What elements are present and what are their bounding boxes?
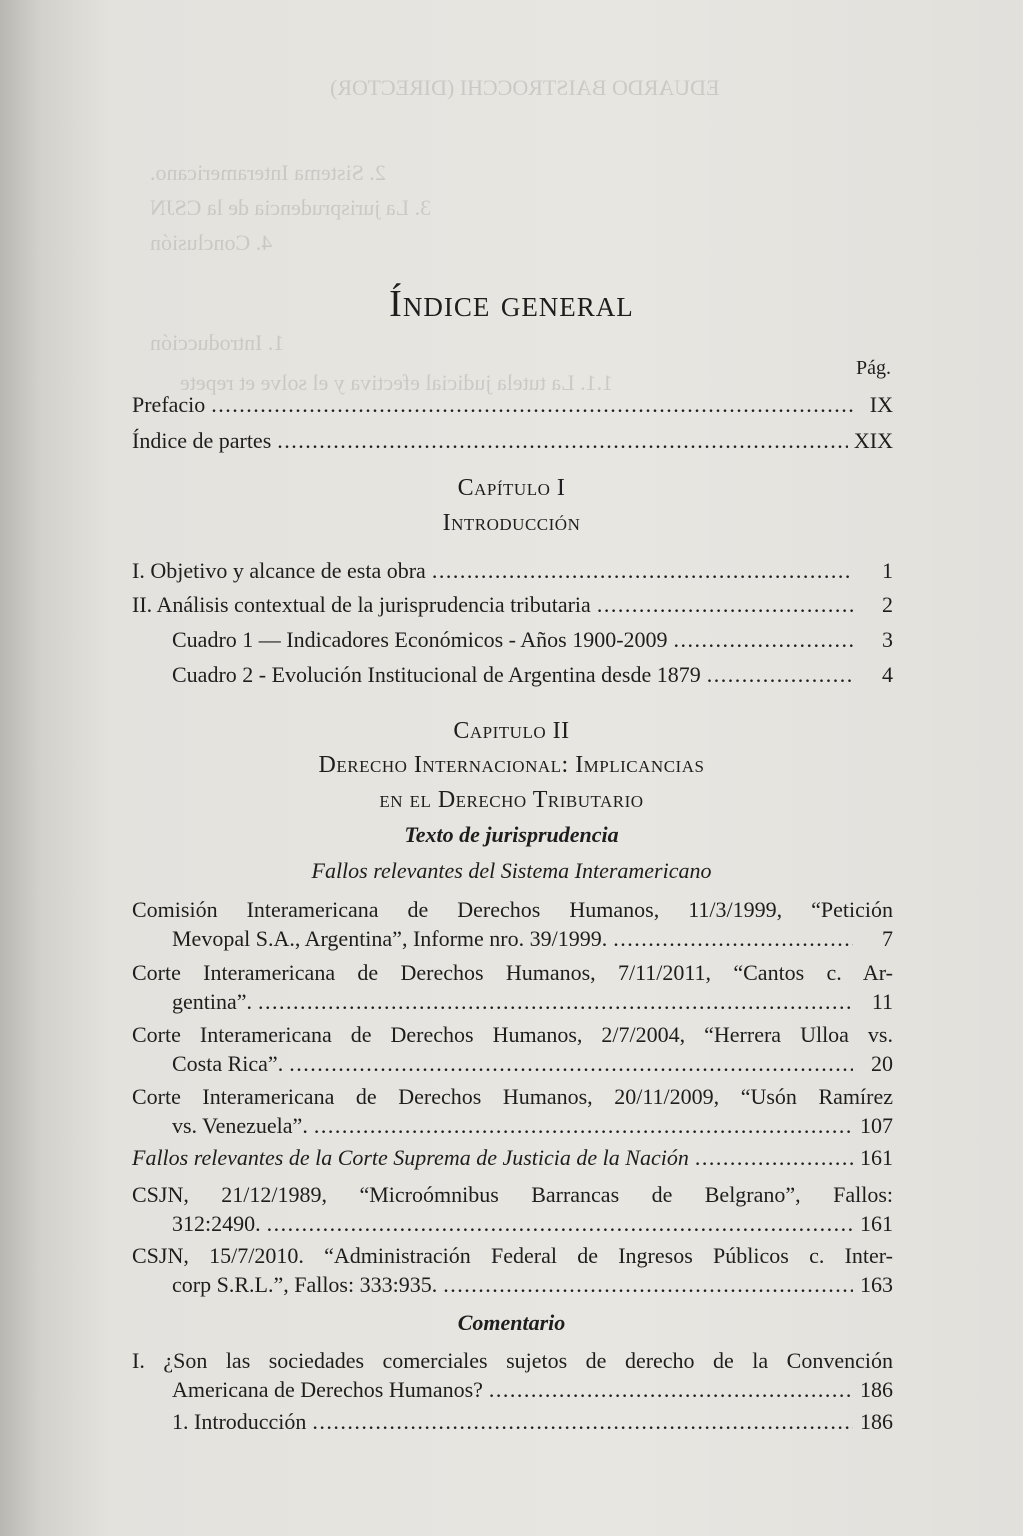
toc-entry[interactable]: Corte Interamericana de Derechos Humanos, 20/11/2009, “Usón Ramírez vs. Venezuela”. . . . 107: [132, 1082, 893, 1140]
page-title: Índice general: [389, 283, 634, 325]
toc-entry-prefacio[interactable]: Prefacio . . . IX: [132, 390, 893, 419]
toc-entry[interactable]: II. Análisis contextual de la jurisprudencia tributaria . . . 2: [132, 590, 893, 619]
bleed-through-text: 2. Sistema Interamericano.: [150, 160, 386, 185]
bleed-through-text: 1. Introducción: [150, 330, 285, 355]
page-column-header: Pág.: [856, 357, 891, 379]
toc-entry[interactable]: 1. Introducción . . . 186: [132, 1407, 893, 1436]
bleed-through-text: 1.1. La tutela judicial efectiva y el solve et repete: [180, 370, 614, 395]
toc-entry[interactable]: I. Objetivo y alcance de esta obra . . . 1: [132, 556, 893, 585]
toc-entry[interactable]: I. ¿Son las sociedades comerciales sujetos de derecho de la Convención Americana de Derechos Humanos? . . . 186: [132, 1346, 893, 1404]
comment-heading: Comentario: [457, 1310, 566, 1335]
chapter-2-title-line2: en el Derecho Tributario: [379, 787, 644, 813]
toc-entry-csjn-heading[interactable]: Fallos relevantes de la Corte Suprema de Justicia de la Nación . . . 161: [132, 1143, 893, 1172]
toc-entry[interactable]: Comisión Interamericana de Derechos Humanos, 11/3/1999, “Petición Mevopal S.A., Argentina”, Informe nro. 39/1999. . . . 7: [132, 895, 893, 953]
toc-entry-cuadro-2[interactable]: Cuadro 2 - Evolución Institucional de Argentina desde 1879 . . . 4: [132, 660, 893, 689]
toc-entry-cuadro-1[interactable]: Cuadro 1 — Indicadores Económicos - Años 1900-2009 . . . 3: [132, 625, 893, 654]
toc-entry[interactable]: CSJN, 21/12/1989, “Microómnibus Barrancas de Belgrano”, Fallos: 312:2490. . . . 161: [132, 1180, 893, 1238]
subsection-heading: Fallos relevantes del Sistema Interamericano: [311, 858, 712, 883]
chapter-2-title-line1: Derecho Internacional: Implicancias: [318, 752, 705, 778]
section-heading: Texto de jurisprudencia: [404, 822, 619, 847]
bleed-through-text: 3. La jurisprudencia de la CSJN: [150, 195, 432, 220]
chapter-2-label: Capitulo II: [453, 718, 570, 744]
toc-entry-indice-de-partes[interactable]: Índice de partes . . . XIX: [132, 426, 893, 455]
toc-entry[interactable]: Corte Interamericana de Derechos Humanos, 2/7/2004, “Herrera Ulloa vs. Costa Rica”. . . . 20: [132, 1020, 893, 1078]
bleed-through-text: EDUARDO BAISTROCCHI (DIRECTOR): [330, 75, 720, 100]
chapter-1-label: Capítulo I: [457, 475, 566, 501]
toc-entry[interactable]: CSJN, 15/7/2010. “Administración Federal de Ingresos Públicos c. Inter- corp S.R.L.”, Fallos: 333:935. . . . 163: [132, 1241, 893, 1299]
bleed-through-text: 4. Conclusión: [150, 230, 273, 255]
chapter-1-title: Introducción: [442, 510, 581, 536]
toc-entry[interactable]: Corte Interamericana de Derechos Humanos, 7/11/2011, “Cantos c. Ar- gentina”. . . . 11: [132, 958, 893, 1016]
